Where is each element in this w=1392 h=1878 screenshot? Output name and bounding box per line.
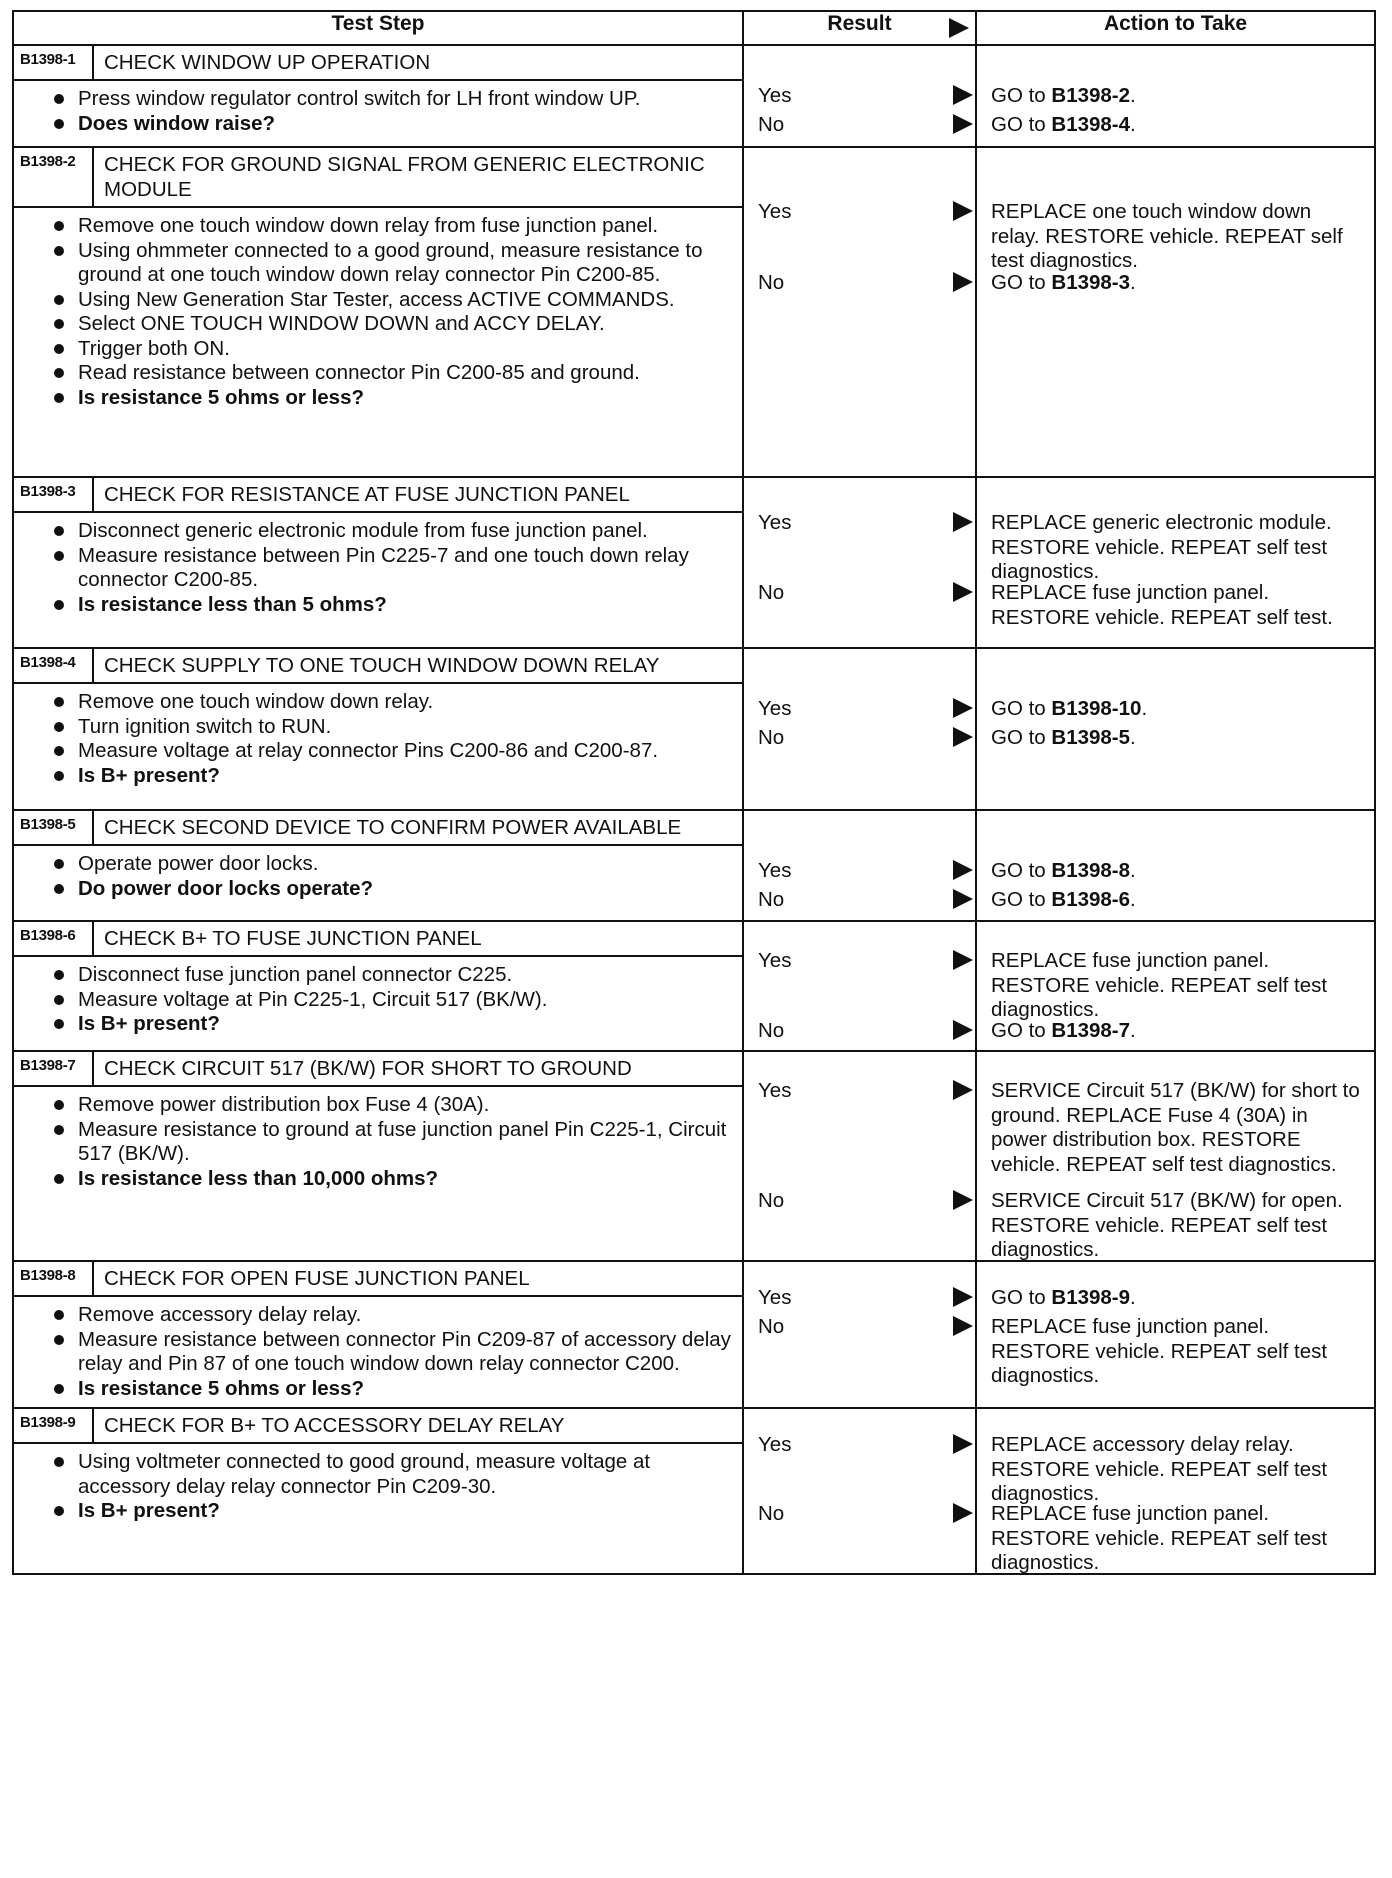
step-heading — [14, 922, 742, 957]
action-text: REPLACE accessory delay relay. RESTORE vehicle. REPEAT self test diagnostics. — [991, 1433, 1328, 1505]
step-heading — [14, 1052, 742, 1087]
step-id: B1398-4 — [14, 649, 94, 682]
step-instructions — [14, 513, 742, 623]
result-label: No — [758, 1315, 785, 1338]
bullet-icon — [54, 771, 64, 781]
list-item — [54, 877, 734, 902]
bullet-icon — [54, 600, 64, 610]
step-id: B1398-1 — [14, 46, 94, 79]
result-label: No — [758, 1189, 785, 1212]
instruction-text: Press window regulator control switch for LH front window UP. — [78, 87, 641, 110]
arrow-right-icon — [953, 582, 973, 602]
action-cell — [976, 147, 1375, 477]
result-label: Yes — [758, 511, 792, 534]
action-suffix: . — [1130, 888, 1136, 911]
action-cell — [976, 1261, 1375, 1408]
instruction-text: Using voltmeter connected to good ground, measure voltage at accessory delay relay connector Pin C209-30. — [78, 1450, 651, 1498]
result-label: No — [758, 888, 785, 911]
result-label: Yes — [758, 1433, 792, 1456]
arrow-right-icon — [953, 1434, 973, 1454]
action-suffix: . — [1130, 726, 1136, 749]
instruction-text: Is B+ present? — [78, 763, 220, 787]
step-reference: B1398-10 — [1051, 697, 1142, 720]
table-row — [13, 477, 1375, 648]
instruction-text: Using New Generation Star Tester, access ACTIVE COMMANDS. — [78, 287, 675, 311]
action-text — [991, 84, 1362, 109]
bullet-icon — [54, 1019, 64, 1029]
arrow-right-icon — [953, 201, 973, 221]
result-label: No — [758, 271, 785, 294]
result-cell — [743, 147, 976, 477]
action-suffix: . — [1130, 113, 1136, 136]
step-title: CHECK FOR GROUND SIGNAL FROM GENERIC ELECTRONIC MODULE — [104, 153, 705, 201]
step-instructions — [14, 846, 742, 907]
action-text: REPLACE fuse junction panel. RESTORE vehicle. REPEAT self test diagnostics. — [991, 1502, 1328, 1574]
step-id: B1398-7 — [14, 1052, 94, 1085]
list-item — [54, 1328, 734, 1377]
step-title: CHECK FOR B+ TO ACCESSORY DELAY RELAY — [104, 1414, 565, 1437]
step-instructions — [14, 684, 742, 794]
result-cell — [743, 648, 976, 810]
list-item — [54, 112, 734, 137]
table-row — [13, 921, 1375, 1051]
step-title: CHECK B+ TO FUSE JUNCTION PANEL — [104, 927, 482, 950]
list-item — [54, 312, 734, 337]
instruction-text: Remove accessory delay relay. — [78, 1303, 362, 1326]
arrow-right-icon — [953, 1190, 973, 1210]
action-cell — [976, 810, 1375, 921]
result-label: No — [758, 1502, 785, 1525]
instruction-text: Read resistance between connector Pin C200-85 and ground. — [78, 361, 640, 384]
arrow-right-icon — [953, 1316, 973, 1336]
action-cell — [976, 921, 1375, 1051]
instruction-text: Is resistance less than 10,000 ohms? — [78, 1166, 439, 1190]
result-label: Yes — [758, 200, 792, 223]
list-item — [54, 214, 734, 239]
step-heading — [14, 811, 742, 846]
table-row — [13, 1408, 1375, 1574]
bullet-icon — [54, 697, 64, 707]
action-prefix: GO to — [991, 697, 1052, 720]
bullet-icon — [54, 246, 64, 256]
arrow-right-icon — [953, 950, 973, 970]
step-reference: B1398-7 — [1051, 1019, 1131, 1042]
result-label: Yes — [758, 949, 792, 972]
step-reference: B1398-4 — [1051, 113, 1131, 136]
step-instructions — [14, 1444, 742, 1530]
header-result-cell — [743, 11, 976, 45]
bullet-icon — [54, 1506, 64, 1516]
instruction-text: Trigger both ON. — [78, 336, 230, 360]
action-suffix: . — [1130, 859, 1136, 882]
list-item — [54, 988, 734, 1013]
action-cell — [976, 1051, 1375, 1261]
list-item — [54, 963, 734, 988]
step-heading — [14, 1262, 742, 1297]
step-heading — [14, 649, 742, 684]
result-cell — [743, 1408, 976, 1574]
step-title: CHECK FOR RESISTANCE AT FUSE JUNCTION PANEL — [104, 483, 630, 506]
step-instructions — [14, 1087, 742, 1197]
table-row — [13, 810, 1375, 921]
step-reference: B1398-9 — [1051, 1286, 1131, 1309]
step-title: CHECK CIRCUIT 517 (BK/W) FOR SHORT TO GROUND — [104, 1057, 632, 1080]
diagnostic-table — [12, 10, 1376, 1575]
bullet-icon — [54, 1125, 64, 1135]
test-step-cell — [13, 921, 743, 1051]
arrow-right-icon — [953, 698, 973, 718]
arrow-right-icon — [953, 1287, 973, 1307]
action-text — [991, 1286, 1362, 1311]
bullet-icon — [54, 119, 64, 129]
action-text: REPLACE fuse junction panel. RESTORE vehicle. REPEAT self test diagnostics. — [991, 949, 1328, 1021]
bullet-icon — [54, 295, 64, 305]
bullet-icon — [54, 1457, 64, 1467]
step-title: CHECK WINDOW UP OPERATION — [104, 51, 431, 74]
table-row — [13, 1051, 1375, 1261]
arrow-right-icon — [953, 85, 973, 105]
step-reference: B1398-6 — [1051, 888, 1131, 911]
result-label: Yes — [758, 84, 792, 107]
bullet-icon — [54, 221, 64, 231]
table-row — [13, 648, 1375, 810]
test-step-cell — [13, 648, 743, 810]
bullet-icon — [54, 746, 64, 756]
list-item — [54, 764, 734, 789]
arrow-right-icon — [953, 1503, 973, 1523]
action-prefix: GO to — [991, 859, 1052, 882]
action-text: REPLACE fuse junction panel. RESTORE vehicle. REPEAT self test. — [991, 581, 1333, 629]
test-step-cell — [13, 147, 743, 477]
bullet-icon — [54, 1174, 64, 1184]
arrow-right-icon — [953, 512, 973, 532]
header-result: Result — [827, 12, 892, 35]
action-text: REPLACE one touch window down relay. RESTORE vehicle. REPEAT self test diagnostics. — [991, 200, 1343, 272]
step-id: B1398-2 — [14, 148, 94, 206]
list-item — [54, 288, 734, 313]
result-label: Yes — [758, 1286, 792, 1309]
action-text: SERVICE Circuit 517 (BK/W) for short to ground. REPLACE Fuse 4 (30A) in power distribution box. RESTORE vehicle. REPEAT self test diagnostics. — [991, 1079, 1360, 1176]
bullet-icon — [54, 94, 64, 104]
header-action-to-take: Action to Take — [976, 11, 1375, 45]
instruction-text: Select ONE TOUCH WINDOW DOWN and ACCY DELAY. — [78, 312, 605, 335]
action-prefix: GO to — [991, 113, 1052, 136]
test-step-cell — [13, 810, 743, 921]
action-text — [991, 113, 1362, 138]
step-id: B1398-9 — [14, 1409, 94, 1442]
step-instructions — [14, 81, 742, 142]
result-label: Yes — [758, 697, 792, 720]
result-cell — [743, 921, 976, 1051]
list-item — [54, 1012, 734, 1037]
instruction-text: Remove one touch window down relay from fuse junction panel. — [78, 214, 659, 237]
instruction-text: Operate power door locks. — [78, 852, 319, 875]
list-item — [54, 1093, 734, 1118]
step-id: B1398-6 — [14, 922, 94, 955]
bullet-icon — [54, 1335, 64, 1345]
test-step-cell — [13, 477, 743, 648]
list-item — [54, 361, 734, 386]
instruction-text: Measure voltage at Pin C225-1, Circuit 517 (BK/W). — [78, 987, 548, 1011]
list-item — [54, 1118, 734, 1167]
result-cell — [743, 45, 976, 147]
bullet-icon — [54, 884, 64, 894]
step-reference: B1398-2 — [1051, 84, 1131, 107]
step-id: B1398-8 — [14, 1262, 94, 1295]
instruction-text: Disconnect fuse junction panel connector C225. — [78, 963, 513, 986]
instruction-text: Is resistance less than 5 ohms? — [78, 592, 387, 616]
instruction-text: Is B+ present? — [78, 1499, 220, 1522]
instruction-text: Disconnect generic electronic module from fuse junction panel. — [78, 519, 648, 542]
list-item — [54, 852, 734, 877]
action-text — [991, 697, 1362, 722]
arrow-right-icon — [953, 889, 973, 909]
step-reference: B1398-3 — [1051, 271, 1131, 294]
test-step-cell — [13, 1261, 743, 1408]
action-text — [991, 271, 1362, 296]
arrow-right-icon — [953, 1080, 973, 1100]
diagnostic-document — [12, 10, 1374, 1868]
step-heading — [14, 1409, 742, 1444]
table-header-row — [13, 11, 1375, 45]
action-prefix: GO to — [991, 1019, 1052, 1042]
action-text: SERVICE Circuit 517 (BK/W) for open. RESTORE vehicle. REPEAT self test diagnostics. — [991, 1189, 1343, 1261]
bullet-icon — [54, 970, 64, 980]
action-prefix: GO to — [991, 1286, 1052, 1309]
bullet-icon — [54, 722, 64, 732]
test-step-cell — [13, 1051, 743, 1261]
table-row — [13, 45, 1375, 147]
step-reference: B1398-8 — [1051, 859, 1131, 882]
list-item — [54, 239, 734, 288]
action-suffix: . — [1130, 84, 1136, 107]
step-instructions — [14, 208, 742, 416]
bullet-icon — [54, 368, 64, 378]
step-instructions — [14, 1297, 742, 1407]
instruction-text: Is resistance 5 ohms or less? — [78, 1376, 364, 1400]
instruction-text: Remove power distribution box Fuse 4 (30A). — [78, 1093, 490, 1116]
arrow-right-icon — [953, 860, 973, 880]
result-label: Yes — [758, 859, 792, 882]
step-instructions — [14, 957, 742, 1043]
result-label: No — [758, 581, 785, 604]
action-text: REPLACE generic electronic module. RESTORE vehicle. REPEAT self test diagnostics. — [991, 511, 1332, 583]
arrow-right-icon — [953, 727, 973, 747]
instruction-text: Is B+ present? — [78, 1012, 220, 1035]
action-prefix: GO to — [991, 271, 1052, 294]
instruction-text: Is resistance 5 ohms or less? — [78, 385, 364, 409]
instruction-text: Remove one touch window down relay. — [78, 690, 434, 713]
instruction-text: Do power door locks operate? — [78, 876, 374, 900]
step-id: B1398-3 — [14, 478, 94, 511]
bullet-icon — [54, 995, 64, 1005]
action-prefix: GO to — [991, 888, 1052, 911]
bullet-icon — [54, 393, 64, 403]
action-text — [991, 726, 1362, 751]
list-item — [54, 739, 734, 764]
bullet-icon — [54, 551, 64, 561]
step-title: CHECK SUPPLY TO ONE TOUCH WINDOW DOWN RELAY — [104, 654, 660, 677]
list-item — [54, 1450, 734, 1499]
action-text — [991, 1019, 1362, 1044]
arrow-right-icon — [949, 18, 969, 38]
action-suffix: . — [1130, 1286, 1136, 1309]
list-item — [54, 87, 734, 112]
action-text — [991, 888, 1362, 913]
result-label: No — [758, 113, 785, 136]
header-test-step: Test Step — [13, 11, 743, 45]
arrow-right-icon — [953, 272, 973, 292]
result-cell — [743, 1261, 976, 1408]
list-item — [54, 1499, 734, 1524]
instruction-text: Using ohmmeter connected to a good ground, measure resistance to ground at one touch window down relay connector Pin C200-85. — [78, 238, 703, 286]
bullet-icon — [54, 1310, 64, 1320]
action-cell — [976, 45, 1375, 147]
list-item — [54, 593, 734, 618]
test-step-cell — [13, 1408, 743, 1574]
step-title: CHECK FOR OPEN FUSE JUNCTION PANEL — [104, 1267, 530, 1290]
action-cell — [976, 1408, 1375, 1574]
action-suffix: . — [1130, 271, 1136, 294]
table-row — [13, 1261, 1375, 1408]
action-prefix: GO to — [991, 726, 1052, 749]
list-item — [54, 1303, 734, 1328]
step-reference: B1398-5 — [1051, 726, 1131, 749]
instruction-text: Turn ignition switch to RUN. — [78, 714, 332, 738]
bullet-icon — [54, 1384, 64, 1394]
action-suffix: . — [1141, 697, 1148, 720]
bullet-icon — [54, 526, 64, 536]
instruction-text: Measure resistance between Pin C225-7 and one touch down relay connector C200-85. — [78, 543, 689, 591]
arrow-right-icon — [953, 114, 973, 134]
action-cell — [976, 648, 1375, 810]
result-label: Yes — [758, 1079, 792, 1102]
bullet-icon — [54, 1100, 64, 1110]
list-item — [54, 690, 734, 715]
list-item — [54, 544, 734, 593]
step-heading — [14, 478, 742, 513]
action-cell — [976, 477, 1375, 648]
step-heading — [14, 46, 742, 81]
result-cell — [743, 1051, 976, 1261]
action-text — [991, 859, 1362, 884]
instruction-text: Measure voltage at relay connector Pins C200-86 and C200-87. — [78, 739, 659, 762]
instruction-text: Does window raise? — [78, 111, 276, 135]
instruction-text: Measure resistance to ground at fuse junction panel Pin C225-1, Circuit 517 (BK/W). — [78, 1117, 727, 1165]
step-title: CHECK SECOND DEVICE TO CONFIRM POWER AVAILABLE — [104, 816, 682, 839]
result-label: No — [758, 726, 785, 749]
test-step-cell — [13, 45, 743, 147]
list-item — [54, 337, 734, 362]
list-item — [54, 386, 734, 411]
bullet-icon — [54, 859, 64, 869]
action-text: REPLACE fuse junction panel. RESTORE vehicle. REPEAT self test diagnostics. — [991, 1315, 1328, 1387]
table-row — [13, 147, 1375, 477]
result-cell — [743, 477, 976, 648]
step-heading — [14, 148, 742, 208]
result-label: No — [758, 1019, 785, 1042]
result-cell — [743, 810, 976, 921]
list-item — [54, 1167, 734, 1192]
action-prefix: GO to — [991, 84, 1052, 107]
action-suffix: . — [1130, 1019, 1136, 1042]
list-item — [54, 715, 734, 740]
bullet-icon — [54, 344, 64, 354]
arrow-right-icon — [953, 1020, 973, 1040]
bullet-icon — [54, 319, 64, 329]
list-item — [54, 1377, 734, 1402]
list-item — [54, 519, 734, 544]
instruction-text: Measure resistance between connector Pin C209-87 of accessory delay relay and Pin 87 of one touch window down relay connector C200. — [78, 1327, 731, 1375]
step-id: B1398-5 — [14, 811, 94, 844]
